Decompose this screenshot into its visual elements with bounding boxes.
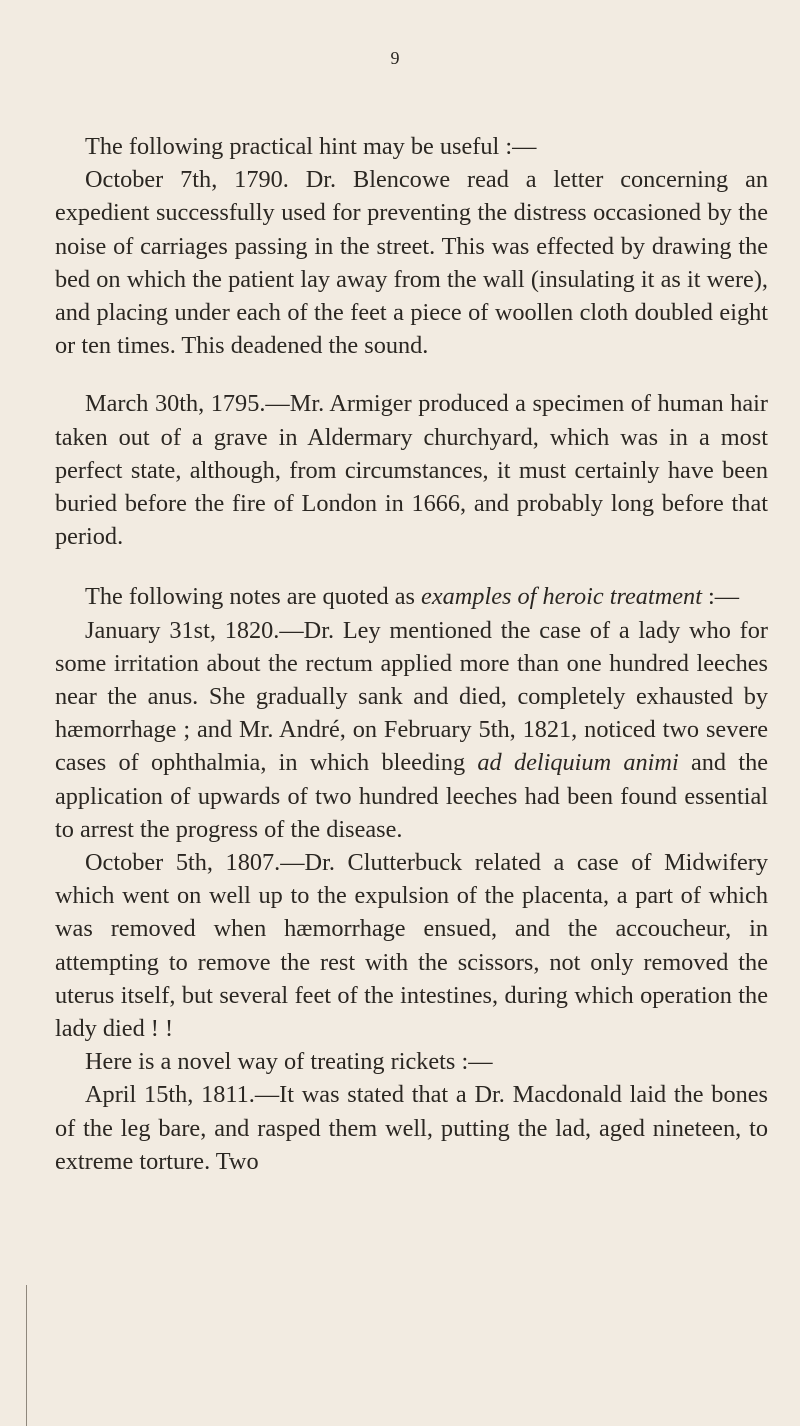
section-gap xyxy=(55,553,768,580)
entry-paragraph-text: January 31st, 1820.—Dr. Ley mentioned the case of a lady who for some irritation about the rectum applied more than one hundred leeches near the anus. She gradually sank and died, completely exhausted by hæmorrhage ; and Mr. André, on February 5th, 1821, noticed two severe cases of ophthalmia, in which bleeding xyxy=(55,616,768,777)
section-heroic-treatment xyxy=(55,580,768,1178)
section-gap xyxy=(55,362,768,387)
entry-paragraph: April 15th, 1811.—It was stated that a Dr. Macdonald laid the bones of the leg bare, and rasped them well, putting the lad, aged nineteen, to extreme torture. Two xyxy=(55,1081,768,1175)
section-human-hair xyxy=(55,387,768,553)
section-intro xyxy=(55,580,768,613)
entry-paragraph: October 5th, 1807.—Dr. Clutterbuck related a case of Midwifery which went on well up to the expulsion of the placenta, a part of which was removed when hæmorrhage ensued, and the accoucheur, in attempting to remove the rest with the scissors, not only removed the uterus itself, but several feet of the intestines, during which operation the lady died ! ! xyxy=(55,849,768,1043)
entry-paragraph-tail: and the application of upwards of two hundred leeches had been found essential to arrest the progress of the disease. xyxy=(55,749,769,843)
section-practical-hint xyxy=(55,130,768,362)
section-intro-text: The following notes are quoted as xyxy=(85,583,415,611)
entry-paragraph: October 7th, 1790. Dr. Blencowe read a letter concerning an expedient successfully used for preventing the distress occasioned by the noise of carriages passing in the street. This was effected by drawing the bed on which the patient lay away from the wall (insulating it as it were), and placing under each of the feet a piece of woollen cloth doubled eight or ten times. This deadened the sound. xyxy=(55,166,768,360)
page-number: 9 xyxy=(390,48,400,68)
section-intro-italic: examples of heroic treatment xyxy=(421,583,702,611)
section-intro-tail: :— xyxy=(708,583,740,611)
entry-paragraph: Here is a novel way of treating rickets :— xyxy=(85,1048,493,1076)
entry-paragraph xyxy=(55,614,768,846)
section-intro: The following practical hint may be useful :— xyxy=(85,133,537,160)
page-edge-line xyxy=(26,1285,27,1426)
entry-paragraph: March 30th, 1795.—Mr. Armiger produced a specimen of human hair taken out of a grave in Aldermary churchyard, which was in a most perfect state, although, from circumstances, it must certainly have been buried before the fire of London in 1666, and probably long before that period. xyxy=(55,390,768,551)
entry-paragraph-italic: ad deliquium animi xyxy=(477,749,679,777)
